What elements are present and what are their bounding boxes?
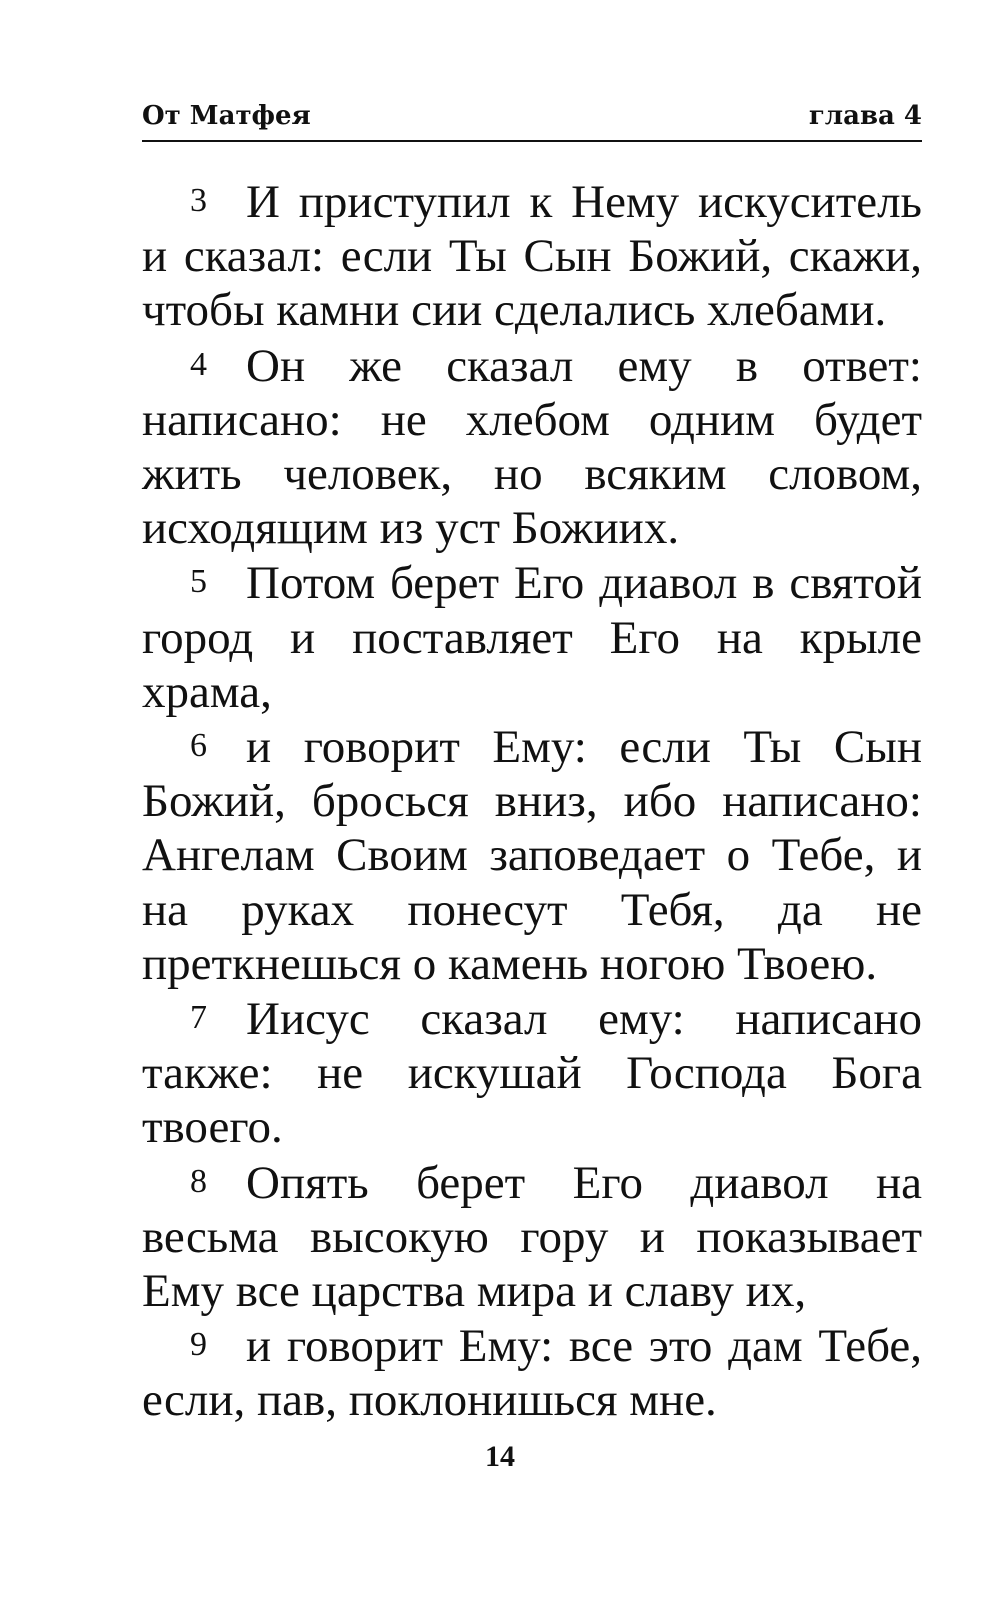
verse bbox=[142, 338, 922, 556]
verse bbox=[142, 555, 922, 719]
verse-number: 8 bbox=[190, 1162, 207, 1200]
book-title: От Матфея bbox=[142, 101, 311, 131]
chapter-label: глава 4 bbox=[808, 101, 922, 131]
verse-number: 3 bbox=[190, 182, 207, 219]
verse-text: И приступил к Нему искуситель и сказал: если Ты Сын Божий, скажи, чтобы камни сии сделались хлебами. bbox=[142, 176, 922, 337]
verse-text: и говорит Ему: все это дам Тебе, если, пав, поклонишься мне. bbox=[142, 1320, 922, 1427]
verse bbox=[142, 1318, 922, 1427]
verse-number: 6 bbox=[190, 727, 207, 765]
verse-text: и говорит Ему: если Ты Сын Божий, бросься вниз, ибо написано: Ангелам Своим заповедает о Тебе, и на руках понесут Тебя, да не преткнешься о камень ногою Твоею. bbox=[142, 721, 922, 990]
verse-number: 9 bbox=[190, 1326, 207, 1364]
verse bbox=[142, 1155, 922, 1319]
verse-text: Иисус сказал ему: написано также: не искушай Господа Бога твоего. bbox=[142, 993, 922, 1154]
verse-text: Потом берет Его диавол в святой город и поставляет Его на крыле храма, bbox=[142, 557, 922, 718]
scripture-text bbox=[142, 174, 922, 1428]
verse-text: Опять берет Его диавол на весьма высокую гору и показывает Ему все царства мира и славу их, bbox=[142, 1156, 922, 1318]
running-head bbox=[142, 96, 922, 142]
verse bbox=[142, 991, 922, 1155]
verse-number: 7 bbox=[190, 999, 207, 1037]
verse bbox=[142, 719, 922, 991]
verse-text: Он же сказал ему в ответ: написано: не хлебом одним будет жить человек, но всяким словом, исходящим из уст Божиих. bbox=[142, 339, 922, 555]
verse-number: 4 bbox=[190, 345, 207, 383]
verse-number: 5 bbox=[190, 563, 207, 601]
verse bbox=[142, 174, 922, 338]
page-number: 14 bbox=[485, 1440, 515, 1473]
